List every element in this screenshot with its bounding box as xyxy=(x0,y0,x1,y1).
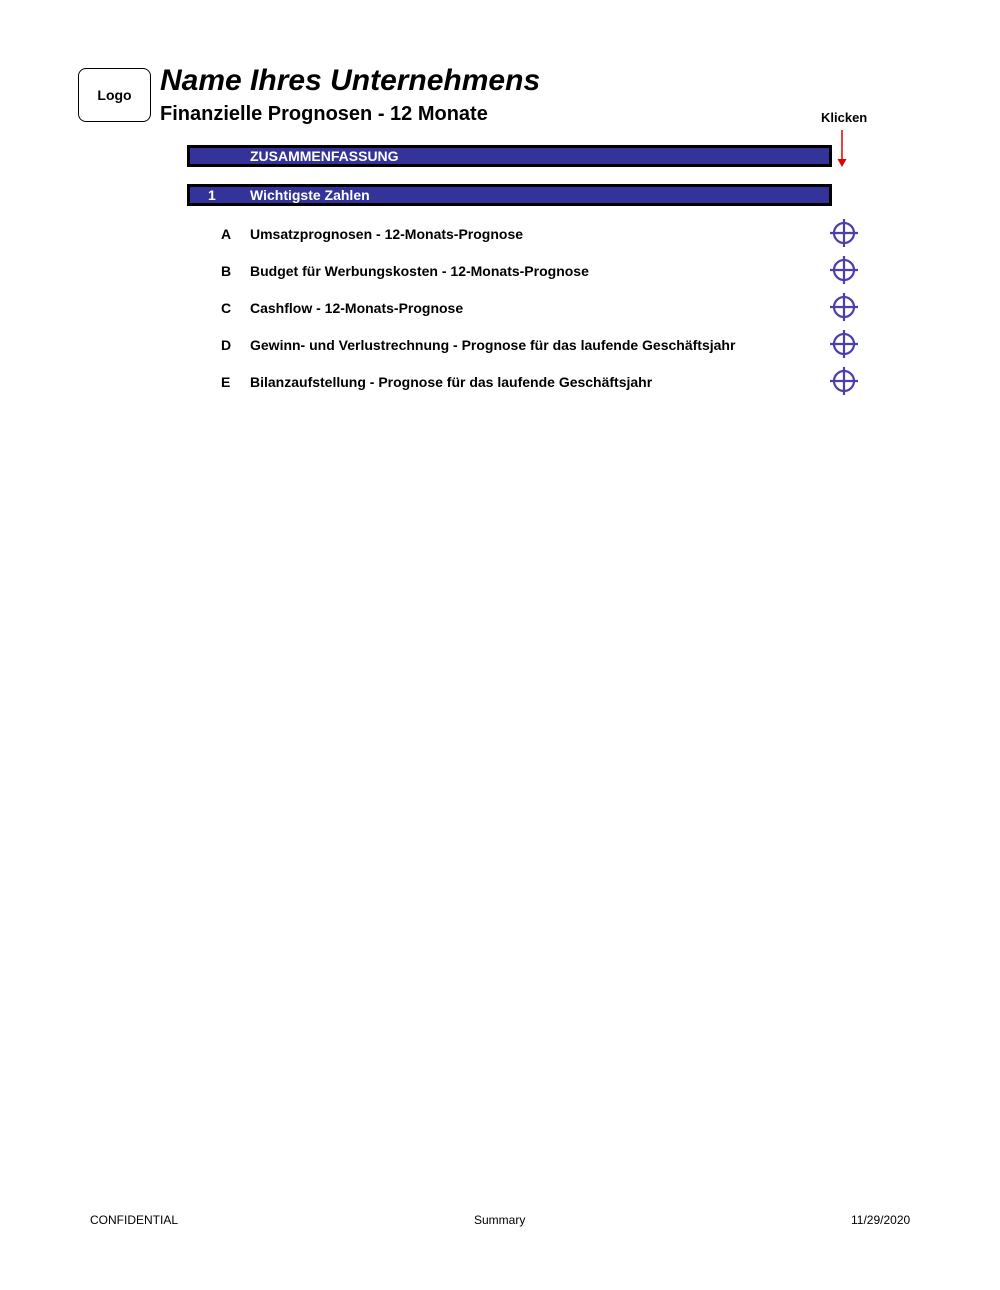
list-item-d xyxy=(0,335,1000,359)
item-letter: A xyxy=(221,226,232,242)
footer-sheet-name: Summary xyxy=(474,1213,526,1227)
crosshair-target-icon[interactable] xyxy=(829,329,859,359)
list-item-c xyxy=(0,298,1000,322)
item-label: Cashflow - 12-Monats-Prognose xyxy=(250,300,464,316)
item-letter: D xyxy=(221,337,232,353)
footer-date: 11/29/2020 xyxy=(851,1213,911,1227)
list-item-b xyxy=(0,261,1000,285)
list-item-a xyxy=(0,224,1000,248)
click-hint-label: Klicken xyxy=(821,110,868,125)
item-label: Budget für Werbungskosten - 12-Monats-Prognose xyxy=(250,263,589,279)
crosshair-target-icon[interactable] xyxy=(829,255,859,285)
section-number: 1 xyxy=(208,187,216,203)
down-arrow-icon xyxy=(836,130,848,170)
item-label: Umsatzprognosen - 12-Monats-Prognose xyxy=(250,226,524,242)
document-subtitle: Finanzielle Prognosen - 12 Monate xyxy=(160,103,488,125)
section-header-band xyxy=(187,184,832,206)
item-letter: B xyxy=(221,263,232,279)
section-title: Wichtigste Zahlen xyxy=(250,187,370,203)
item-label: Gewinn- und Verlustrechnung - Prognose für das laufende Geschäftsjahr xyxy=(250,337,736,353)
company-name: Name Ihres Unternehmens xyxy=(160,64,541,97)
footer-confidential: CONFIDENTIAL xyxy=(90,1213,179,1227)
logo-text: Logo xyxy=(97,87,132,103)
crosshair-target-icon[interactable] xyxy=(829,292,859,322)
summary-title: ZUSAMMENFASSUNG xyxy=(250,148,399,164)
crosshair-target-icon[interactable] xyxy=(829,218,859,248)
item-letter: C xyxy=(221,300,232,316)
item-label: Bilanzaufstellung - Prognose für das laufende Geschäftsjahr xyxy=(250,374,653,390)
list-item-e xyxy=(0,372,1000,396)
logo-placeholder xyxy=(78,68,151,122)
item-letter: E xyxy=(221,374,231,390)
crosshair-target-icon[interactable] xyxy=(829,366,859,396)
summary-header-band xyxy=(187,145,832,167)
